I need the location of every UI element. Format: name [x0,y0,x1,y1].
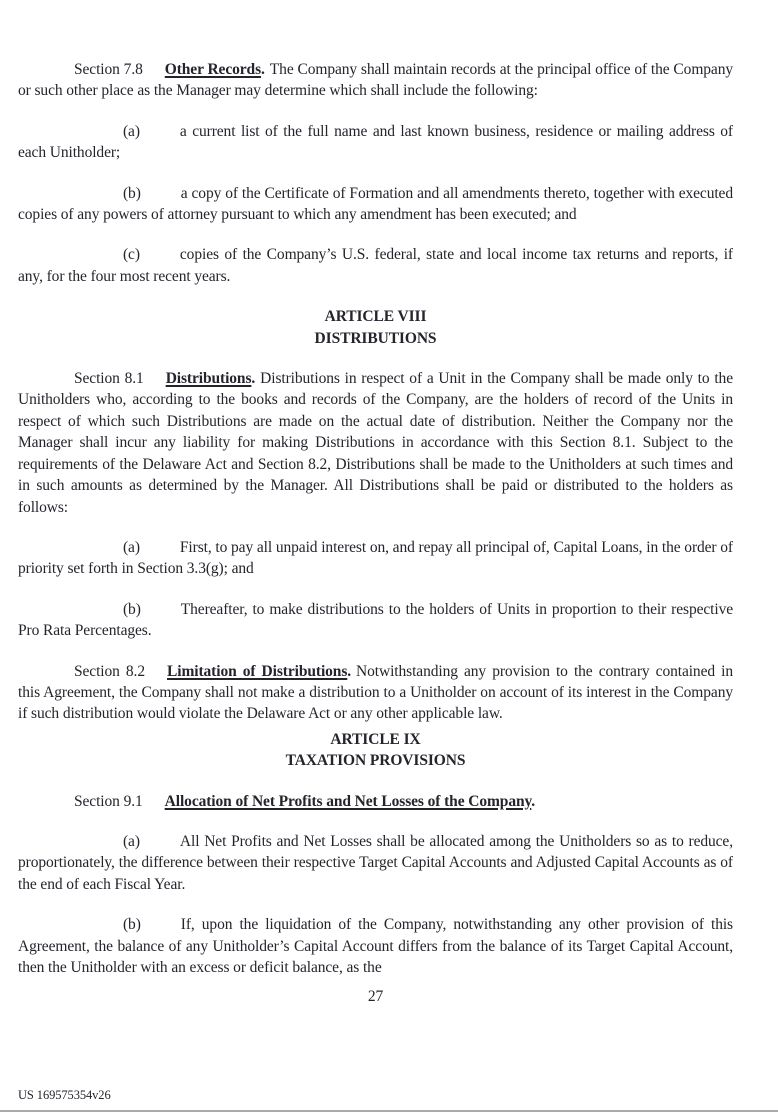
heading-period: . [261,61,265,78]
clause-7-8-b [18,183,733,226]
clause-label: (a) [123,538,140,556]
article-ix-heading [18,729,733,772]
section-heading: Limitation of Distributions [167,662,348,680]
footer-doc-id: US 169575354v26 [18,1088,111,1102]
section-8-1-paragraph [18,368,733,518]
clause-label: (a) [123,832,140,850]
paragraph-text: Notwithstanding any provision to the contrary contained in this Agreement, the Company shall not make a distribution to a Unitholder on account of its interest in the Company if such distribution would violate the Delaware Act or any other applicable law. [18,662,733,723]
paragraph-text: Distributions in respect of a Unit in the Company shall be made only to the Unitholders who, according to the books and records of the Company, are the holders of record of the Units in respect of which such Distributions are made on the actual date of distribution. Neither the Company nor the Manager shall incur any liability for making Distributions in accordance with this Section 8.1. Subject to the requirements of the Delaware Act and Section 8.2, Distributions shall be made to the Unitholders at such times and in such amounts as determined by the Manager. All Distributions shall be paid or distributed to the holders as follows: [18,370,733,516]
paragraph-text: a copy of the Certificate of Formation and all amendments thereto, together with executed copies of any powers of attorney pursuant to which any amendment has been executed; and [18,184,733,224]
article-number: ARTICLE IX [330,730,421,748]
article-viii-heading [18,306,733,349]
clause-label: (b) [123,916,141,934]
paragraph-text: a current list of the full name and last known business, residence or mailing address of each Unitholder; [18,122,733,162]
paragraph-text: Thereafter, to make distributions to the holders of Units in proportion to their respective Pro Rata Percentages. [18,600,733,640]
paragraph-text: copies of the Company’s U.S. federal, state and local income tax returns and reports, if any, for the four most recent years. [18,246,733,285]
heading-period: . [251,370,256,388]
section-label: Section 8.2 [74,662,145,680]
page-number: 27 [367,988,384,1006]
heading-period: . [347,662,352,680]
section-heading: Distributions [165,370,252,388]
article-title: DISTRIBUTIONS [314,329,437,347]
article-title: TAXATION PROVISIONS [285,752,466,770]
clause-8-1-b [18,599,733,642]
clause-label: (c) [123,246,140,264]
section-heading: Other Records [164,61,262,78]
section-label: Section 8.1 [74,370,144,388]
section-7-8-paragraph [18,59,733,102]
clause-label: (b) [123,184,141,202]
paragraph-text: The Company shall maintain records at the principal office of the Company or such other place as the Manager may determine which shall include the following: [18,61,734,100]
clause-label: (a) [123,122,140,140]
paragraph-text: All Net Profits and Net Losses shall be allocated among the Unitholders so as to reduce, proportionately, the difference between their respective Target Capital Accounts and Adjusted Capital Accounts as of the end of each Fiscal Year. [18,832,733,893]
clause-9-1-b [18,914,733,978]
section-heading: Allocation of Net Profits and Net Losses of the Company [164,792,532,810]
clause-label: (b) [123,600,141,618]
article-number: ARTICLE VIII [324,308,427,326]
clause-9-1-a [18,831,733,895]
section-label: Section 7.8 [74,61,143,78]
paragraph-text: First, to pay all unpaid interest on, and repay all principal of, Capital Loans, in the order of priority set forth in Section 3.3(g); and [18,538,733,578]
page-bottom-border [0,1110,778,1112]
clause-8-1-a [18,537,733,580]
paragraph-text: If, upon the liquidation of the Company, notwithstanding any other provision of this Agreement, the balance of any Unitholder’s Capital Account differs from the balance of its Target Capital Account, then the Unitholder with an excess or deficit balance, as the [18,916,733,976]
section-label: Section 9.1 [74,792,143,810]
heading-period: . [531,792,536,810]
clause-7-8-a [18,121,733,164]
clause-7-8-c [18,244,733,287]
section-9-1-paragraph [18,791,733,812]
section-8-2-paragraph [18,661,733,725]
